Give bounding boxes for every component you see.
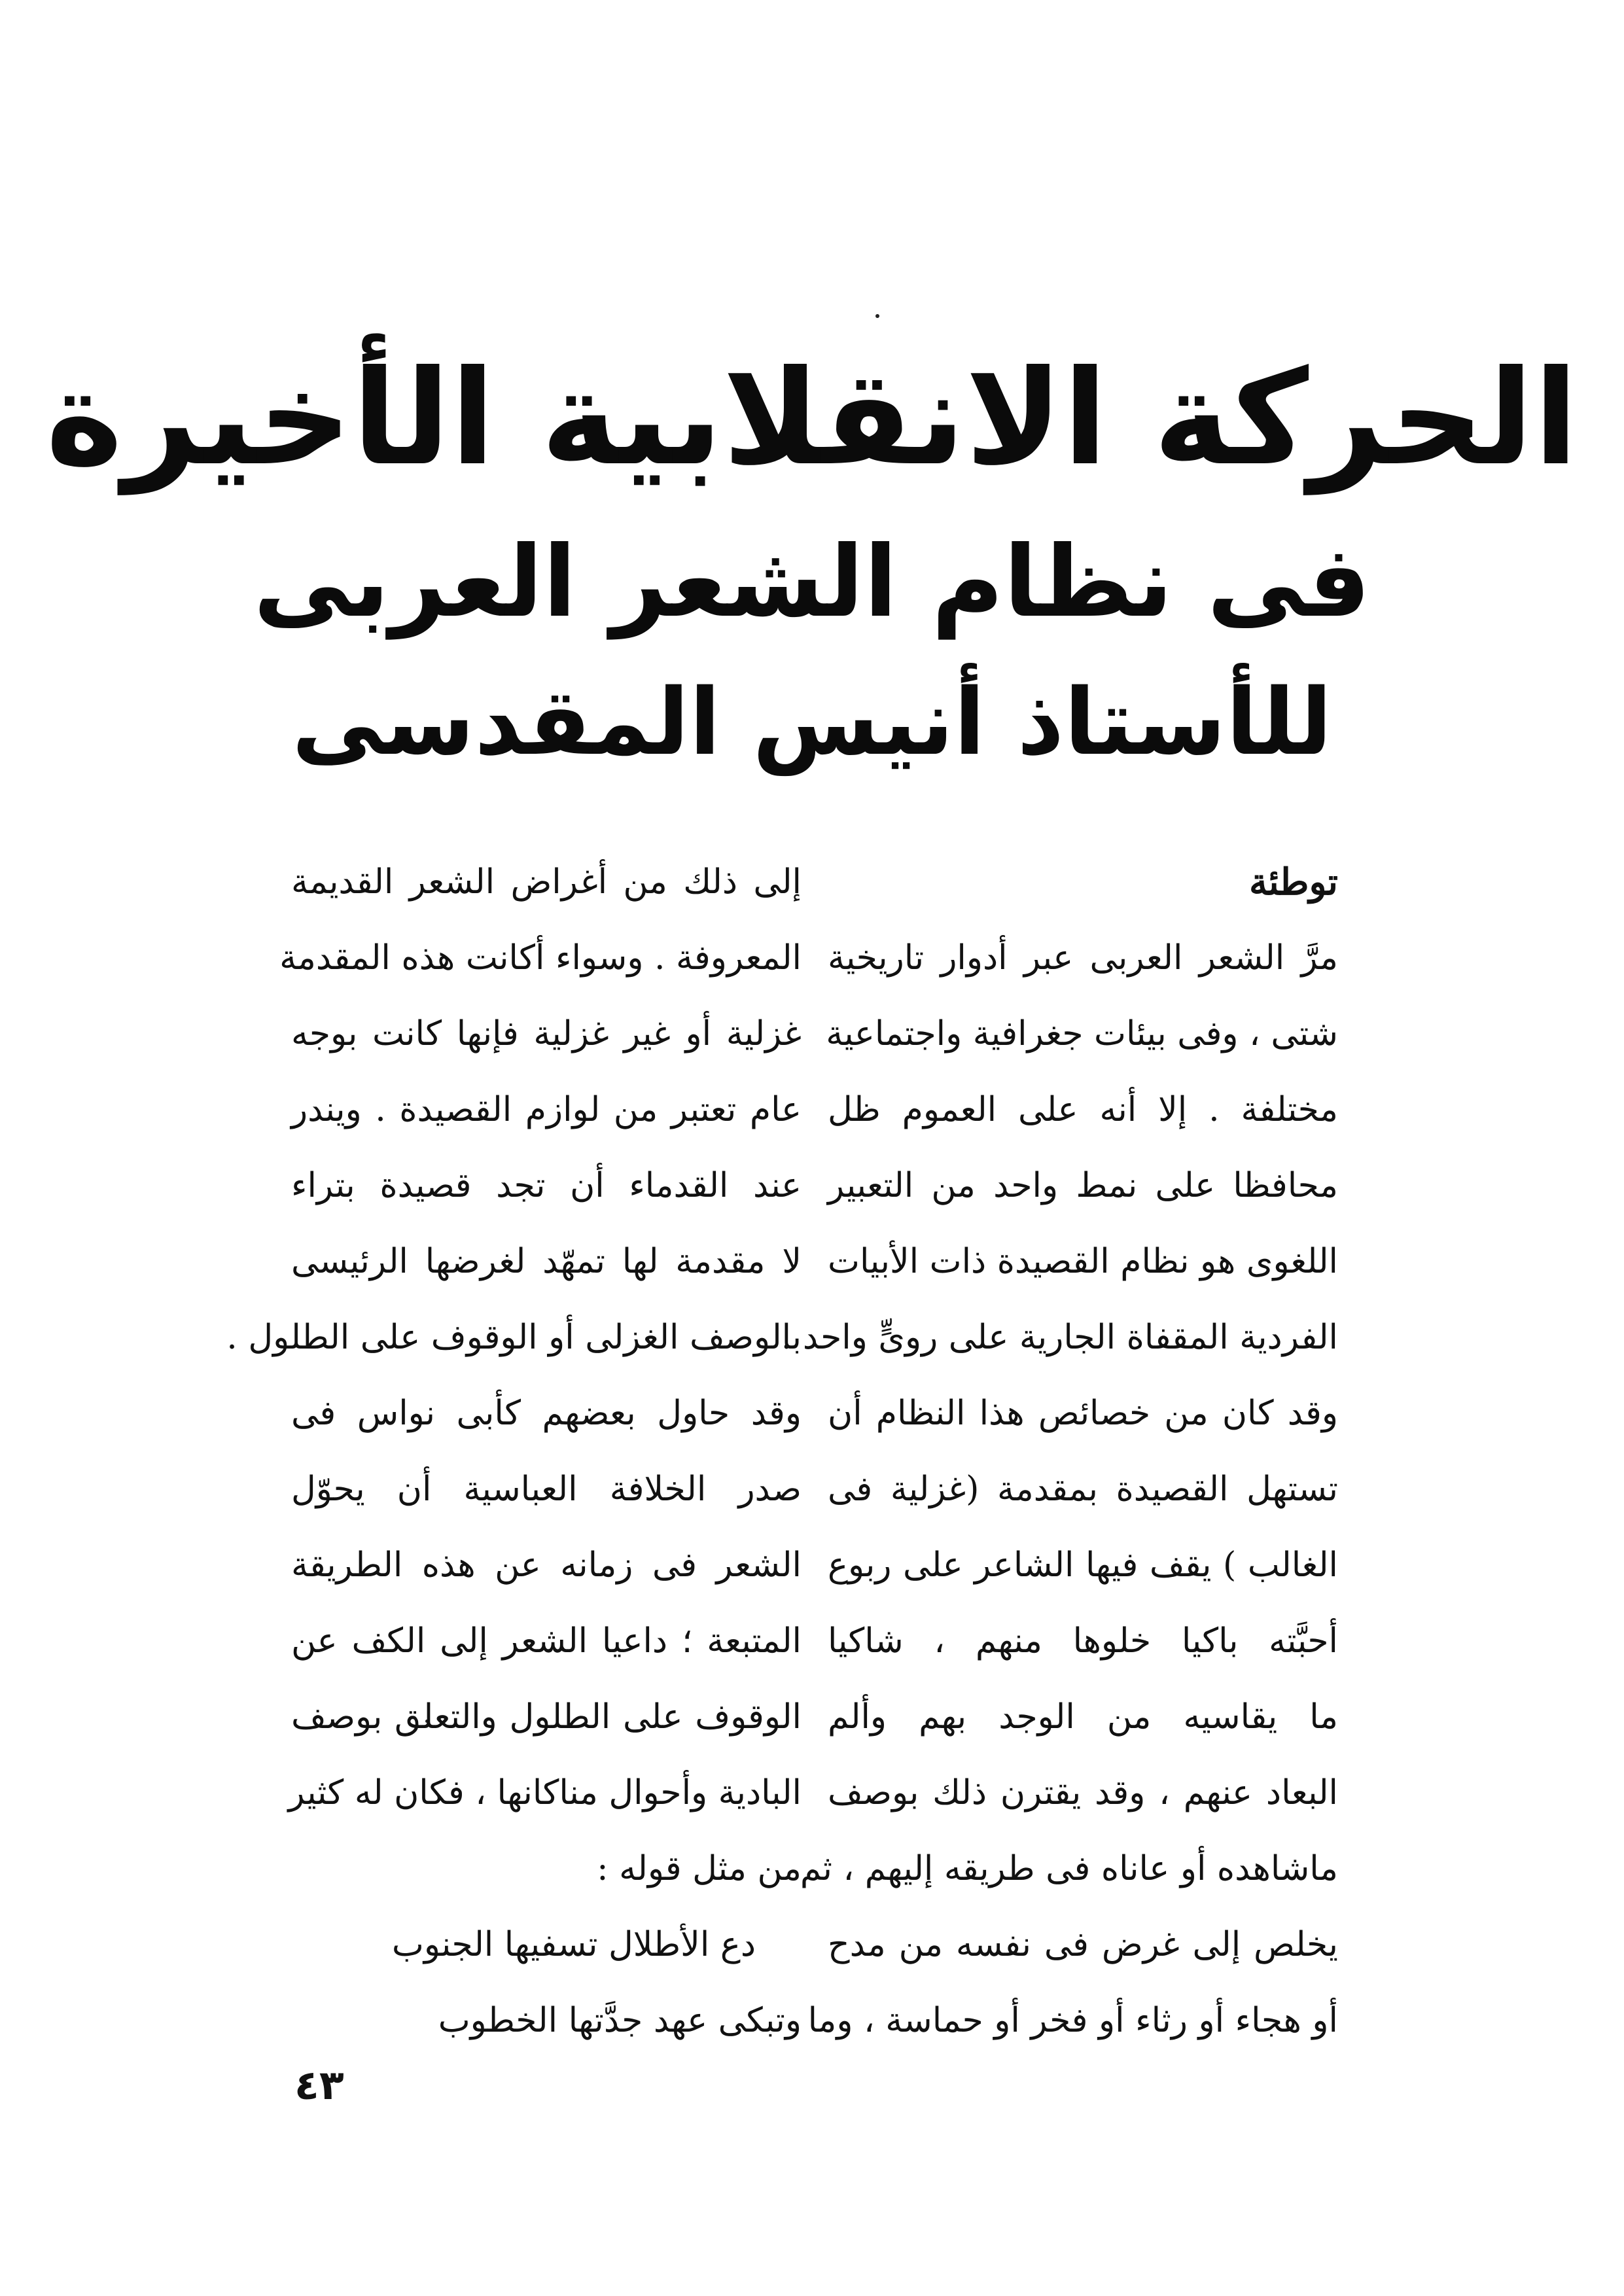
article-subtitle: فى نظام الشعر العربى <box>253 525 1371 639</box>
text-line: عام تعتبر من لوازم القصيدة . ويندر <box>291 1090 802 1129</box>
text-line: إلى ذلك من أغراض الشعر القديمة <box>291 862 802 902</box>
text-line: من مثل قوله : <box>597 1849 802 1888</box>
text-line: بالوصف الغزلى أو الوقوف على الطلول . <box>226 1318 802 1357</box>
text-line: شتى ، وفى بيئات جغرافية واجتماعية <box>826 1014 1338 1053</box>
text-line: البعاد عنهم ، وقد يقترن ذلك بوصف <box>828 1773 1338 1812</box>
section-heading: توطئة <box>1248 860 1338 904</box>
text-line: الفردية المقفاة الجارية على روىٍّ واحد . <box>781 1318 1338 1357</box>
text-line: مرَّ الشعر العربى عبر أدوار تاريخية <box>828 938 1338 978</box>
text-line: غزلية أو غير غزلية فإنها كانت بوجه <box>291 1014 802 1053</box>
article-author: للأستاذ أنيس المقدسى <box>292 669 1332 776</box>
text-line: محافظا على نمط واحد من التعبير <box>828 1166 1338 1205</box>
article-title: الحركة الانقلابية الأخيرة <box>45 342 1579 495</box>
text-line: المعروفة . وسواء أكانت هذه المقدمة <box>279 938 802 978</box>
text-line: الوقوف على الطلول والتعلق بوصف <box>291 1697 802 1737</box>
text-line: لا مقدمة لها تمهّد لغرضها الرئيسى <box>291 1242 802 1281</box>
text-line: أو هجاء أو رثاء أو فخر أو حماسة ، وما <box>807 2001 1338 2040</box>
right-text-column <box>781 844 1338 2058</box>
verse-line: دع الأطلال تسفيها الجنوب <box>391 1925 756 1964</box>
text-line: اللغوى هو نظام القصيدة ذات الأبيات <box>828 1242 1338 1281</box>
text-line: وقد كان من خصائص هذا النظام أن <box>828 1394 1338 1433</box>
text-line: الغالب ) يقف فيها الشاعر على ربوع <box>828 1545 1338 1585</box>
scan-speck <box>875 314 879 318</box>
text-line: البادية وأحوال مناكانها ، فكان له كثير <box>288 1773 802 1812</box>
text-line: أحبَّته باكيا خلوها منهم ، شاكيا <box>828 1621 1338 1661</box>
left-text-column <box>226 844 802 2058</box>
text-line: ما يقاسيه من الوجد بهم وألم <box>828 1697 1338 1737</box>
text-line: يخلص إلى غرض فى نفسه من مدح <box>828 1925 1338 1964</box>
text-line: تستهل القصيدة بمقدمة (غزلية فى <box>828 1470 1338 1509</box>
text-line: وقد حاول بعضهم كأبى نواس فى <box>291 1394 802 1433</box>
text-line: عند القدماء أن تجد قصيدة بتراء <box>291 1166 802 1205</box>
text-line: مختلفة . إلا أنه على العموم ظل <box>828 1090 1338 1129</box>
page-number: ٤٣ <box>294 2061 344 2109</box>
text-line: الشعر فى زمانه عن هذه الطريقة <box>291 1545 802 1585</box>
text-line: ماشاهده أو عاناه فى طريقه إليهم ، ثم <box>800 1849 1338 1888</box>
text-line: المتبعة ؛ داعيا الشعر إلى الكف عن <box>291 1621 802 1661</box>
verse-line: وتبكى عهد جدَّتها الخطوب <box>438 2001 802 2040</box>
text-line: صدر الخلافة العباسية أن يحوّل <box>291 1470 802 1509</box>
